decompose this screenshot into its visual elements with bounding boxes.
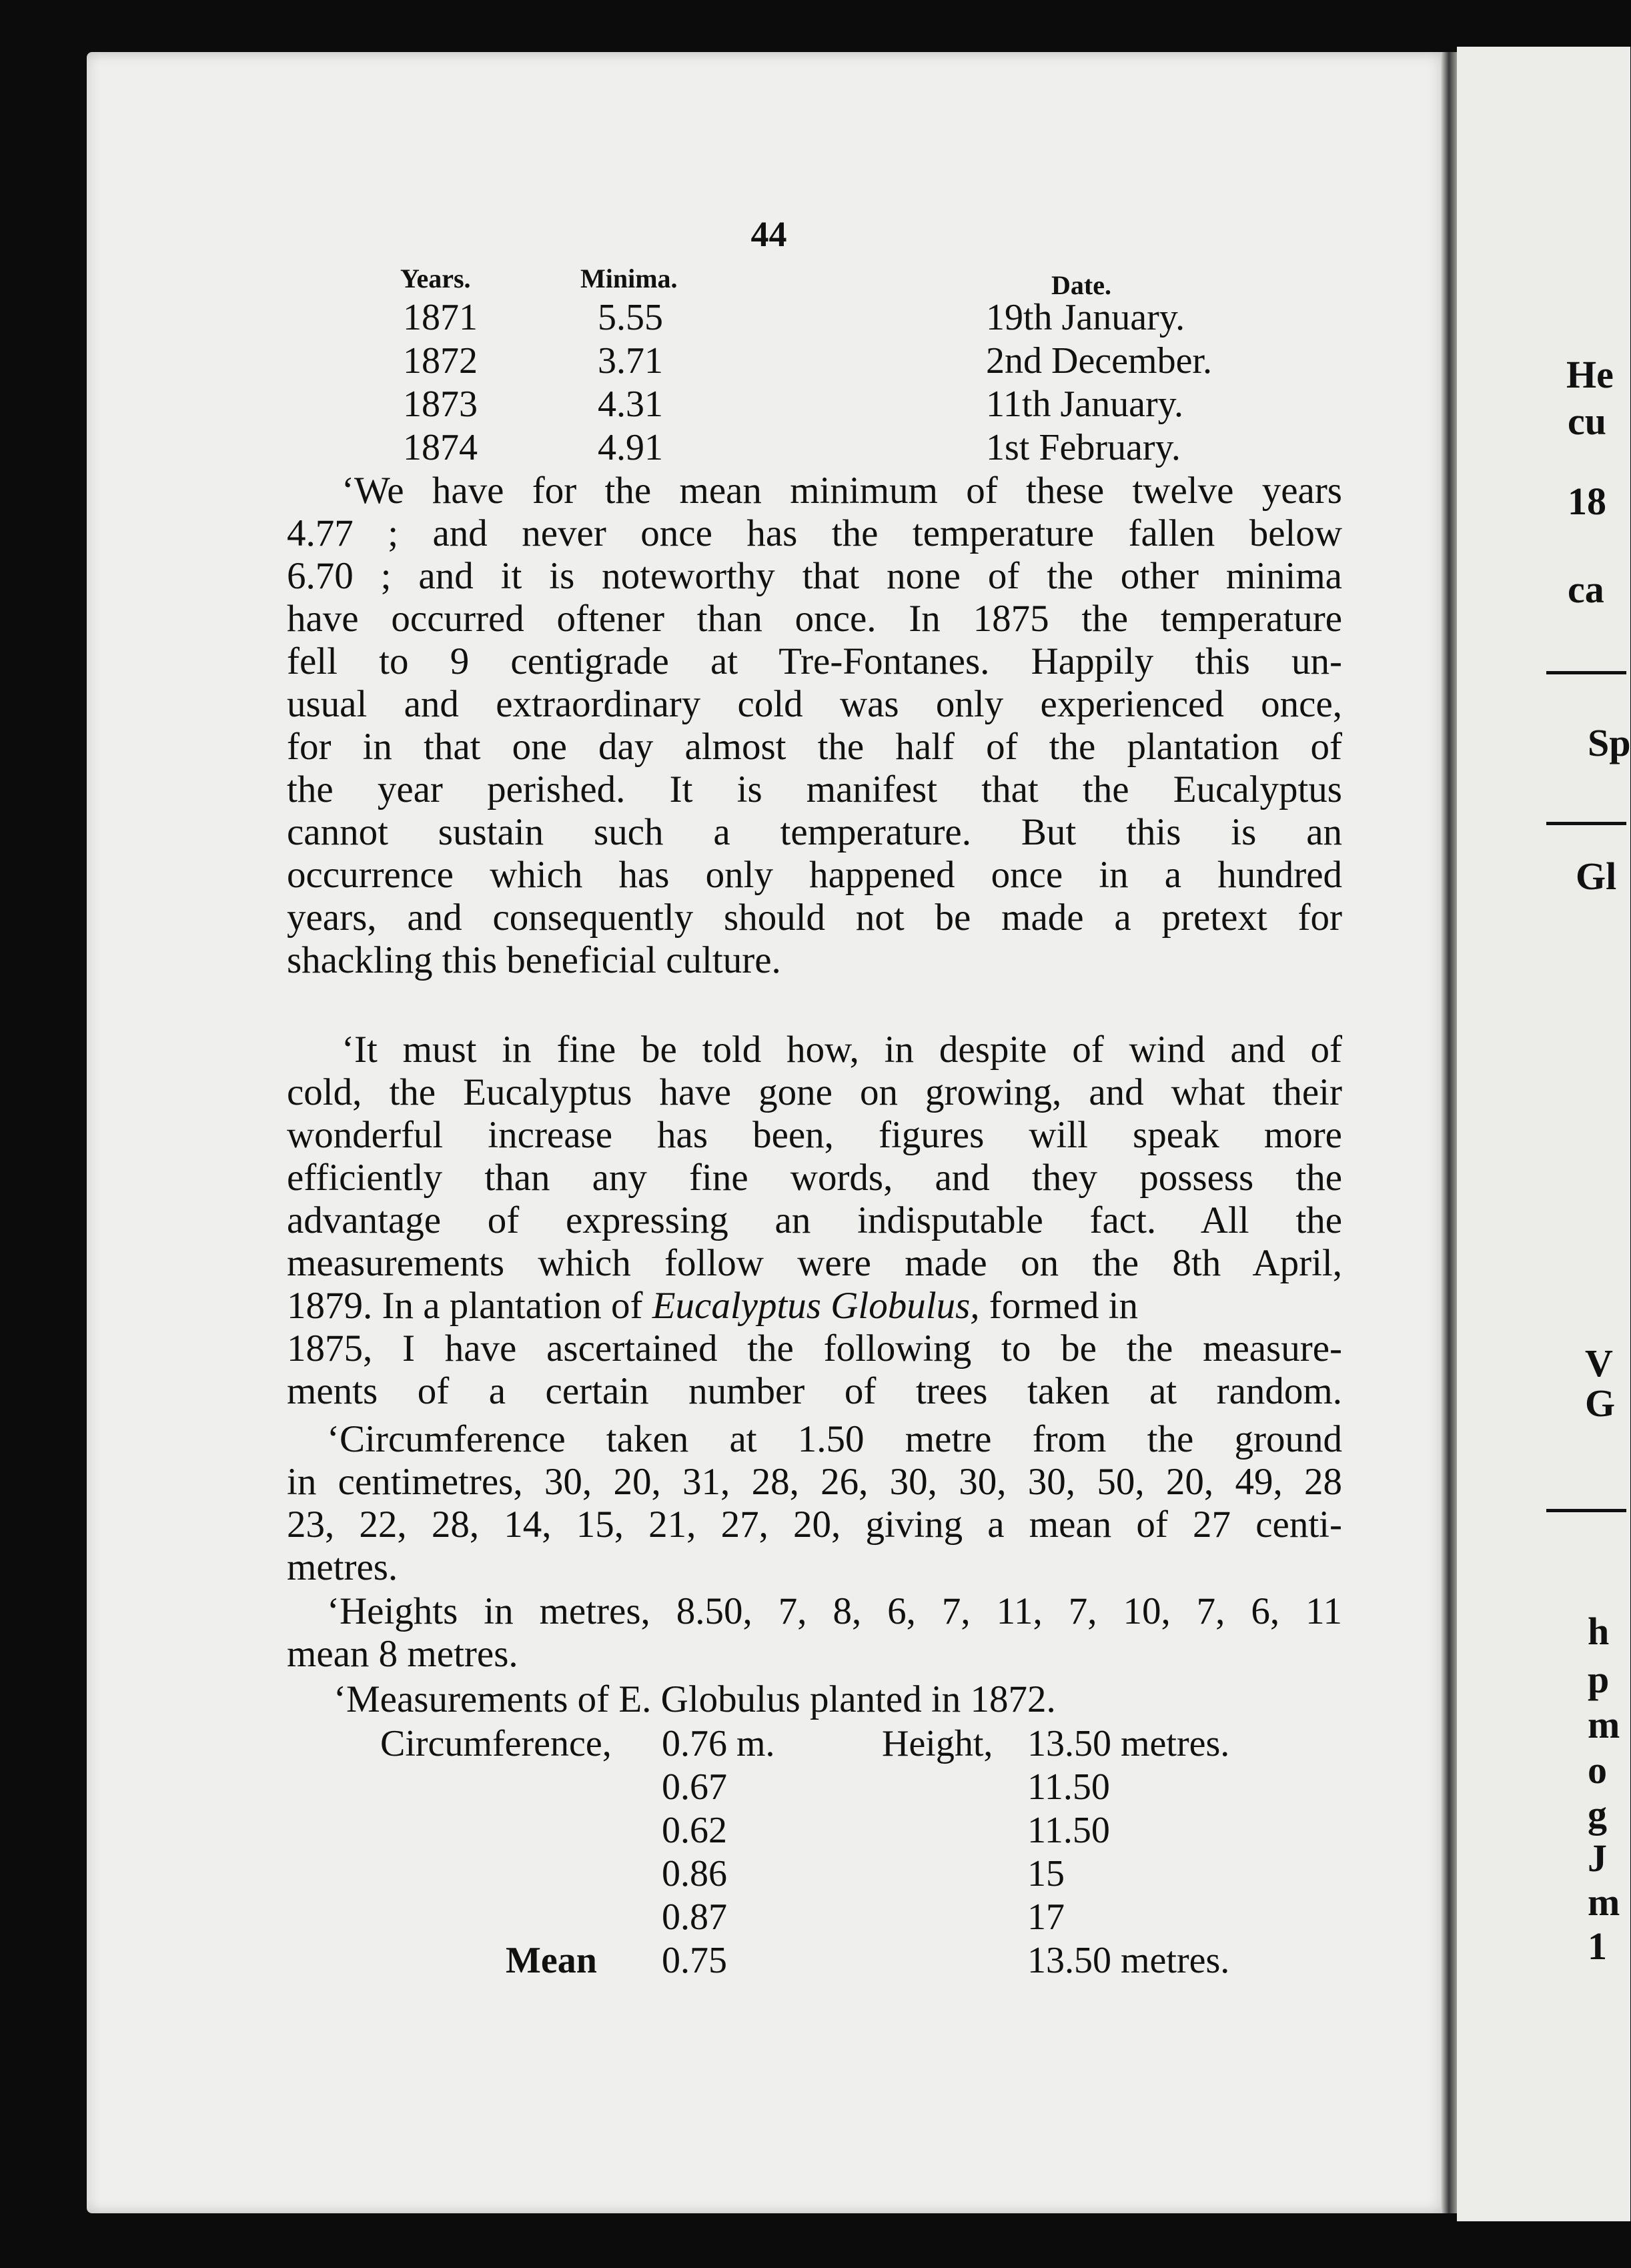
table-cell-circumference: 0.67 bbox=[662, 1766, 727, 1808]
text-line: 6.70 ; and it is noteworthy that none of the other minima bbox=[287, 555, 1342, 597]
fragment-text: V bbox=[1585, 1341, 1613, 1385]
text-line: ‘Circumference taken at 1.50 metre from the ground bbox=[327, 1418, 1342, 1460]
fragment-text: cu bbox=[1568, 400, 1606, 443]
table-cell-date: 19th January. bbox=[986, 297, 1185, 338]
text-line: ments of a certain number of trees taken at random. bbox=[287, 1370, 1342, 1412]
paragraph-minimum-temperatures bbox=[287, 470, 1342, 982]
table-cell-year: 1873 bbox=[403, 384, 478, 425]
table-cell-year: 1872 bbox=[403, 340, 478, 382]
fragment-text: He bbox=[1566, 353, 1614, 396]
col-header-date: Date. bbox=[1051, 270, 1111, 300]
table-cell-minima: 5.55 bbox=[598, 297, 663, 338]
text-run: formed in bbox=[979, 1285, 1138, 1327]
fragment-text: m bbox=[1588, 1703, 1620, 1746]
page-gutter bbox=[1441, 52, 1457, 2213]
table-cell-year: 1871 bbox=[403, 297, 478, 338]
text-line: occurrence which has only happened once in a hundred bbox=[287, 854, 1342, 896]
table-cell-circumference: 0.87 bbox=[662, 1896, 727, 1938]
label-mean: Mean bbox=[506, 1940, 597, 1981]
label-height: Height, bbox=[882, 1723, 993, 1764]
text-line: 4.77 ; and never once has the temperature fallen below bbox=[287, 512, 1342, 554]
table-cell-circumference: 0.62 bbox=[662, 1810, 727, 1851]
fragment-text: Sp bbox=[1588, 721, 1631, 764]
fragment-text: 1 bbox=[1588, 1924, 1607, 1968]
text-line: cannot sustain such a temperature. But this is an bbox=[287, 811, 1342, 853]
text-line: 1875, I have ascertained the following to be the measure- bbox=[287, 1327, 1342, 1369]
fragment-text: 18 bbox=[1568, 480, 1606, 523]
rule-line bbox=[1546, 1509, 1626, 1512]
table-cell-circumference: 0.86 bbox=[662, 1853, 727, 1894]
rule-line bbox=[1546, 822, 1626, 825]
paragraph-circumference bbox=[287, 1418, 1342, 1589]
species-name: Eucalyptus Globulus, bbox=[652, 1285, 980, 1327]
text-line: metres. bbox=[287, 1546, 398, 1588]
table-cell-mean-height: 13.50 metres. bbox=[1027, 1940, 1230, 1981]
fragment-text: J bbox=[1588, 1836, 1607, 1880]
fragment-text: Gl bbox=[1576, 855, 1617, 898]
text-line: 23, 22, 28, 14, 15, 21, 27, 20, giving a mean of 27 centi- bbox=[287, 1504, 1342, 1546]
col-header-years: Years. bbox=[400, 263, 471, 294]
text-line-species bbox=[287, 1285, 1342, 1327]
table-cell-minima: 3.71 bbox=[598, 340, 663, 382]
table-cell-height: 17 bbox=[1027, 1896, 1065, 1938]
text-line: advantage of expressing an indisputable fact. All the bbox=[287, 1199, 1342, 1241]
table-cell-date: 11th January. bbox=[986, 384, 1183, 425]
paragraph-heights bbox=[287, 1590, 1342, 1676]
text-line: measurements which follow were made on the 8th April, bbox=[287, 1242, 1342, 1284]
fragment-text: ca bbox=[1568, 568, 1604, 611]
table-cell-minima: 4.31 bbox=[598, 384, 663, 425]
text-line: ‘We have for the mean minimum of these twelve years bbox=[342, 470, 1342, 512]
text-line: fell to 9 centigrade at Tre-Fontanes. Happily this un- bbox=[287, 640, 1342, 682]
fragment-text: o bbox=[1588, 1748, 1607, 1792]
text-line: the year perished. It is manifest that the Eucalyptus bbox=[287, 768, 1342, 810]
text-line: cold, the Eucalyptus have gone on growing, and what their bbox=[287, 1071, 1342, 1113]
fragment-text: h bbox=[1588, 1610, 1610, 1653]
text-run: 1879. In a plantation of bbox=[287, 1285, 652, 1327]
text-line: have occurred oftener than once. In 1875 the temperature bbox=[287, 598, 1342, 640]
col-header-minima: Minima. bbox=[580, 263, 678, 294]
paragraph-eucalyptus-growth bbox=[287, 1029, 1342, 1413]
text-line: usual and extraordinary cold was only experienced once, bbox=[287, 683, 1342, 725]
text-line: ‘Heights in metres, 8.50, 7, 8, 6, 7, 11, 7, 10, 7, 6, 11 bbox=[327, 1590, 1342, 1632]
table-cell-date: 1st February. bbox=[986, 427, 1181, 468]
table-cell-minima: 4.91 bbox=[598, 427, 663, 468]
table-cell-mean-circumference: 0.75 bbox=[662, 1940, 727, 1981]
text-line: ‘It must in fine be told how, in despite of wind and of bbox=[342, 1029, 1342, 1071]
table-cell-height: 11.50 bbox=[1027, 1810, 1110, 1851]
fragment-text: p bbox=[1588, 1658, 1610, 1701]
text-line: shackling this beneficial culture. bbox=[287, 939, 781, 981]
text-line: in centimetres, 30, 20, 31, 28, 26, 30, 30, 30, 50, 20, 49, 28 bbox=[287, 1461, 1342, 1503]
text-line: wonderful increase has been, figures will speak more bbox=[287, 1114, 1342, 1156]
table-cell-circumference: 0.76 m. bbox=[662, 1723, 775, 1764]
table-cell-height: 15 bbox=[1027, 1853, 1065, 1894]
text-line: mean 8 metres. bbox=[287, 1633, 518, 1675]
text-line: years, and consequently should not be made a pretext for bbox=[287, 897, 1342, 939]
fragment-text: g bbox=[1588, 1792, 1607, 1836]
table-cell-date: 2nd December. bbox=[986, 340, 1212, 382]
table-cell-height: 11.50 bbox=[1027, 1766, 1110, 1808]
fragment-text: G bbox=[1585, 1381, 1616, 1425]
label-circumference: Circumference, bbox=[380, 1723, 612, 1764]
text-line: for in that one day almost the half of the plantation of bbox=[287, 726, 1342, 768]
text-line: efficiently than any fine words, and they possess the bbox=[287, 1157, 1342, 1199]
page-number: 44 bbox=[750, 214, 787, 254]
rule-line bbox=[1546, 671, 1626, 674]
measurements-title: ‘Measurements of E. Globulus planted in 1872. bbox=[334, 1678, 1056, 1720]
table-cell-year: 1874 bbox=[403, 427, 478, 468]
fragment-text: m bbox=[1588, 1880, 1620, 1924]
table-cell-height: 13.50 metres. bbox=[1027, 1723, 1230, 1764]
